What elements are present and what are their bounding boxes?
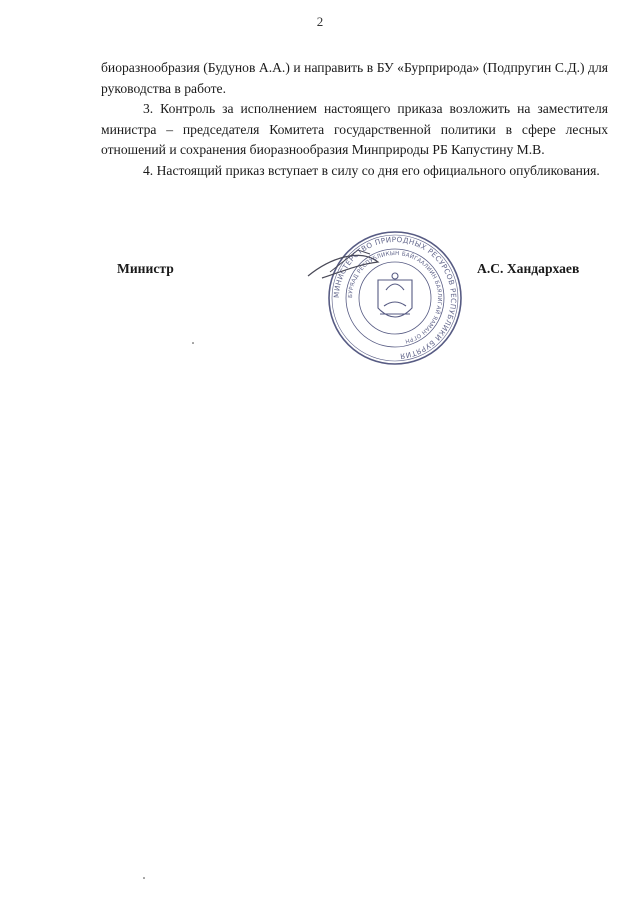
page-number: 2 [316,14,324,29]
emblem-icon [378,273,412,317]
svg-text:БУРЯАД РЕСПУБЛИКЫН БАЙГААЛИИН [348,251,442,344]
signatory-role: Министр [117,261,174,276]
paragraph-continuation: биоразнообразия (Будунов А.А.) и направить в БУ «Бурприрода» (Подпругин С.Д.) для руководства в работе. [101,60,608,96]
paragraph-item-4: 4. Настоящий приказ вступает в силу со дня его официального опубликования. [143,162,600,178]
scan-speck [192,342,194,344]
seal-inner-text: БУРЯАД РЕСПУБЛИКЫН БАЙГААЛИИН БАЯЛИГАЙ ЯАМАН ОГРН [347,250,443,344]
document-body [101,58,608,181]
official-seal-stamp [300,228,470,368]
seal-outer-text: МИНИСТЕРСТВО ПРИРОДНЫХ РЕСУРСОВ РЕСПУБЛИКИ БУРЯТИЯ [331,234,459,361]
signatory-name: А.С. Хандархаев [477,261,580,276]
signature-block [0,234,640,388]
paragraph-item-3: 3. Контроль за исполнением настоящего приказа возложить на заместителя министра – председателя Комитета государственной политики в сфере лесных отношений и сохранения биоразнообразия Минприроды РБ Капустину М.В. [101,101,608,157]
scan-speck [143,877,145,879]
